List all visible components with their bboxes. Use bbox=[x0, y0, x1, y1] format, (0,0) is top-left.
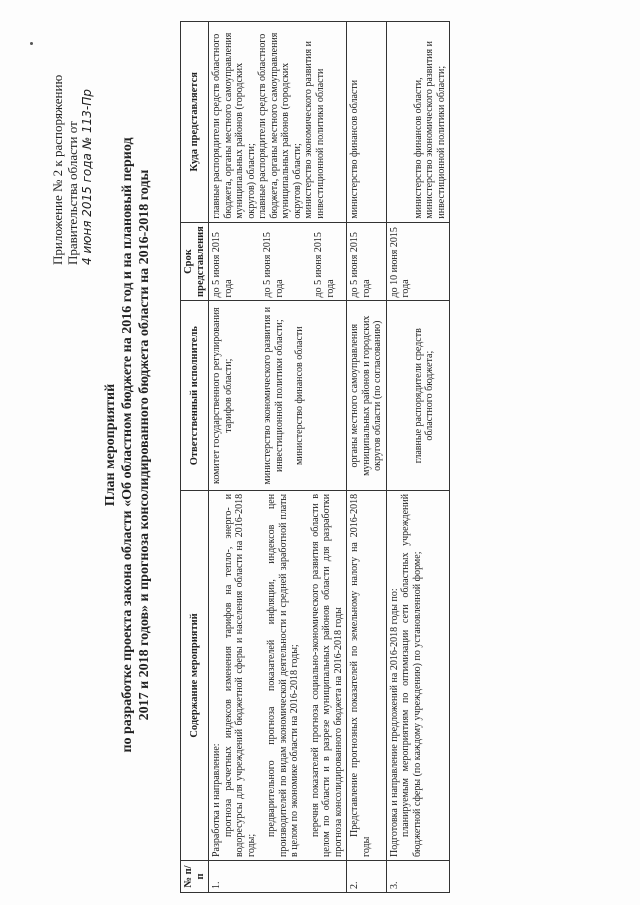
plan-title: План мероприятий bbox=[103, 383, 118, 507]
row-where bbox=[209, 22, 347, 223]
content-intro: Подготовка и направление предложений на 2016-2018 годы по: bbox=[388, 588, 400, 858]
row-num: 1. bbox=[209, 861, 347, 893]
responsible-item: министерство экономического развития и инвестиционной политики области; bbox=[262, 306, 285, 485]
row-responsible bbox=[386, 301, 450, 490]
table-row bbox=[386, 22, 450, 893]
header-responsible: Ответственный исполнитель bbox=[181, 301, 209, 490]
row-deadline: до 10 июня 2015 года bbox=[386, 222, 450, 301]
deadline-item: до 5 июня 2015 года bbox=[262, 232, 285, 298]
plan-subtitle-line-2: 2017 и 2018 годов» и прогноза консолидированного бюджета области на 2016-2018 годы bbox=[137, 169, 152, 721]
table-header-row bbox=[181, 22, 209, 893]
responsible-item: комитет государственного регулирования тарифов области; bbox=[211, 307, 234, 484]
row-content: Представление прогнозных показателей по земельному налогу на 2016-2018 годы bbox=[347, 490, 387, 860]
appendix-line-2: Правительства области от bbox=[65, 121, 80, 265]
row-num: 3. bbox=[386, 861, 450, 893]
table-row bbox=[347, 22, 387, 893]
row-deadline bbox=[209, 222, 347, 301]
measures-table bbox=[180, 21, 450, 893]
row-deadline: до 5 июня 2015 года bbox=[347, 222, 387, 301]
content-item: предварительного прогноза показателей инфляции, индексов цен производителей по видам экономической деятельности и средней заработной платы в целом по экономике области на 2016-2018 годы; bbox=[266, 493, 300, 858]
where-item: министерство экономического развития и инвестиционной политики области bbox=[303, 41, 326, 219]
row-responsible: органы местного самоуправления муниципальных районов и городских округов области (по согласованию) bbox=[347, 301, 387, 490]
plan-subtitle-line-1: по разработке проекта закона области «Об областном бюджете на 2016 год и на плановый период bbox=[120, 137, 135, 753]
appendix-block bbox=[50, 35, 95, 265]
scan-speck bbox=[30, 42, 33, 45]
header-num: № п/п bbox=[181, 861, 209, 893]
content-item: планируемым мероприятиям по оптимизации сети областных учреждений бюджетной сферы (по каждому учреждению) по установленной форме; bbox=[400, 493, 423, 858]
appendix-date-line: 4 июня 2015 года № 113-Пр bbox=[80, 89, 94, 265]
header-where: Куда представляется bbox=[181, 22, 209, 223]
deadline-item: до 5 июня 2015 года bbox=[313, 232, 336, 298]
responsible-item: главные распорядители средств областного бюджета; bbox=[412, 328, 435, 464]
row-where: министерство финансов области bbox=[347, 22, 387, 223]
row-content bbox=[209, 490, 347, 860]
where-item: главные распорядители средств областного бюджета, органы местного самоуправления муниципальных районов (городских округов) области; bbox=[257, 32, 303, 219]
appendix-line-1: Приложение № 2 к распоряжению bbox=[50, 74, 65, 265]
table-row bbox=[209, 22, 347, 893]
content-item: прогноза расчетных индексов изменения тарифов на тепло-, энерго- и водоресурсы для учреждений бюджетной сферы и населения области на 2016-2018 годы; bbox=[222, 493, 257, 858]
content-intro: Разработка и направление: bbox=[211, 743, 222, 858]
responsible-item: министерство финансов области bbox=[294, 326, 305, 466]
header-content: Содержание мероприятий bbox=[181, 490, 209, 860]
deadline-item: до 5 июня 2015 года bbox=[211, 232, 234, 298]
where-item: главные распорядители средств областного бюджета, органы местного самоуправления муниципальных районов (городских округов) области; bbox=[211, 32, 257, 219]
header-deadline: Срок представления bbox=[181, 222, 209, 301]
where-item: министерство финансов области, министерство экономического развития и инвестиционной политики области; bbox=[412, 41, 447, 219]
row-content bbox=[386, 490, 450, 860]
content-item: перечня показателей прогноза социально-экономического развития области в целом по области и в разрезе муниципальных районов области для разработки прогноза консолидированного бюджета на 2016-2018 годы bbox=[309, 493, 344, 858]
row-num: 2. bbox=[347, 861, 387, 893]
row-where bbox=[386, 22, 450, 223]
row-responsible bbox=[209, 301, 347, 490]
